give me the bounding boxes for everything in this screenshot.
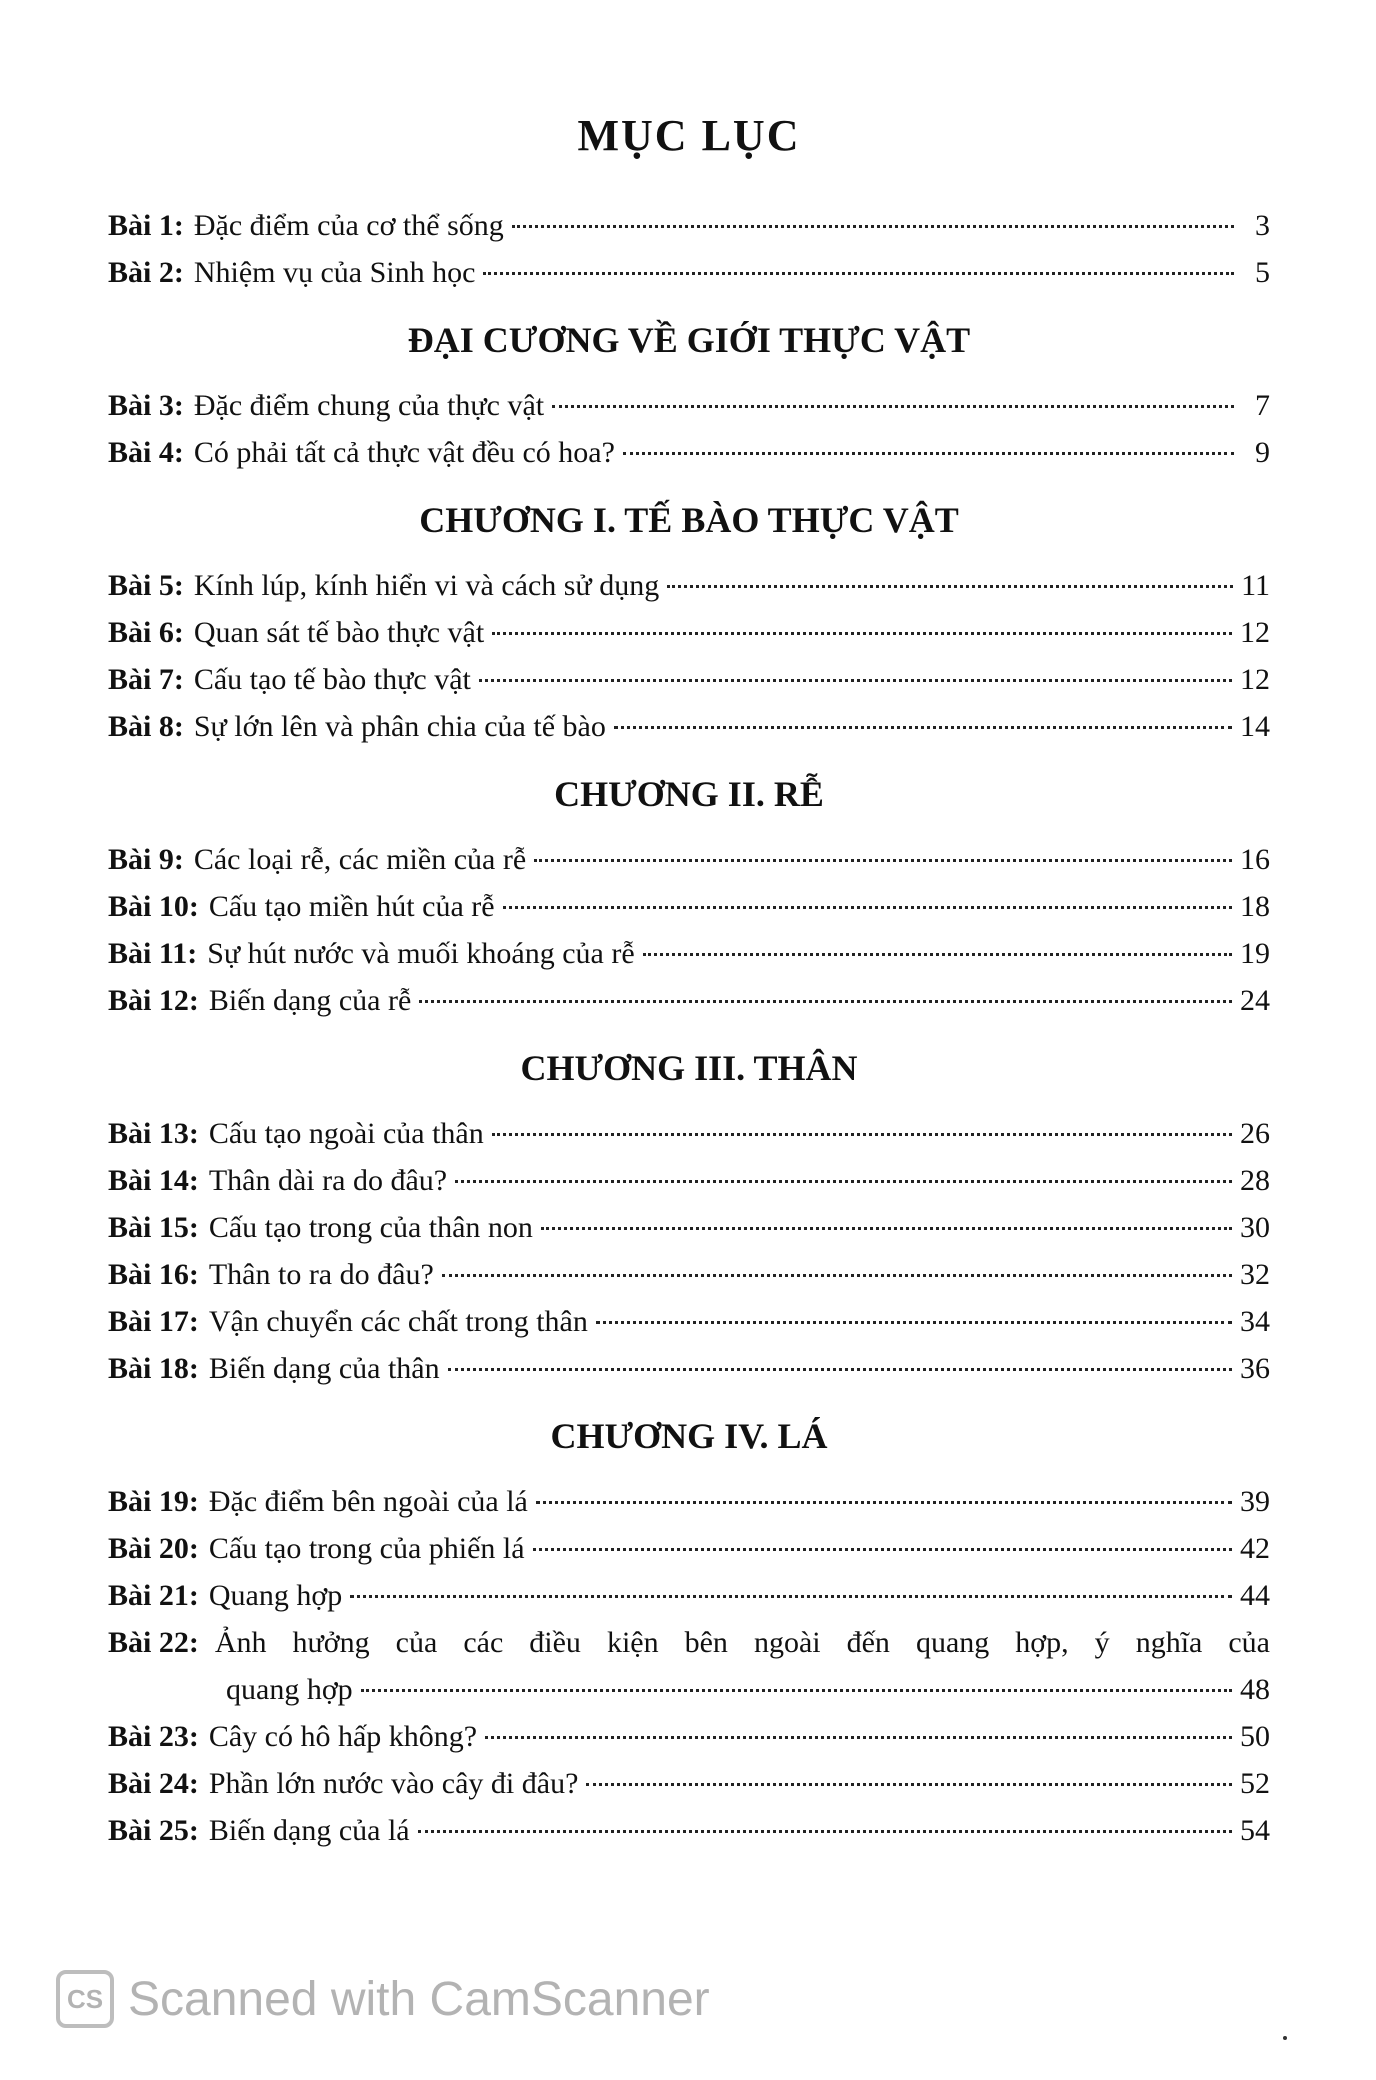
toc-entry <box>108 883 1270 930</box>
lesson-title: Có phải tất cả thực vật đều có hoa? <box>193 436 615 469</box>
camscanner-logo-icon: CS <box>56 1970 114 2028</box>
dot-leader <box>503 906 1232 909</box>
dot-leader <box>419 1000 1232 1003</box>
lesson-number: Bài 15: <box>108 1211 199 1244</box>
lesson-title: Kính lúp, kính hiển vi và cách sử dụng <box>193 569 660 602</box>
chapter-heading: ĐẠI CƯƠNG VỀ GIỚI THỰC VẬT <box>407 320 971 360</box>
lesson-number: Bài 1: <box>108 209 184 242</box>
lesson-number: Bài 5: <box>108 569 184 602</box>
lesson-number: Bài 25: <box>108 1814 199 1847</box>
toc-entry <box>108 977 1270 1024</box>
lesson-title: Phần lớn nước vào cây đi đâu? <box>208 1767 579 1800</box>
lesson-number: Bài 3: <box>108 389 184 422</box>
dot-leader <box>442 1274 1232 1277</box>
dot-leader <box>596 1321 1232 1324</box>
toc-entry <box>108 249 1270 296</box>
dot-leader <box>448 1368 1232 1371</box>
page-number: 18 <box>1240 890 1270 923</box>
page-number: 36 <box>1240 1352 1270 1385</box>
table-of-contents <box>108 202 1270 1854</box>
dot-leader <box>533 1548 1232 1551</box>
chapter-heading: CHƯƠNG III. THÂN <box>520 1048 858 1088</box>
page-number: 50 <box>1240 1720 1270 1753</box>
lesson-title: Quang hợp <box>208 1579 343 1612</box>
lesson-number: Bài 11: <box>108 937 198 970</box>
toc-entry <box>108 562 1270 609</box>
lesson-title: Đặc điểm của cơ thể sống <box>193 209 504 242</box>
toc-entry <box>108 1298 1270 1345</box>
lesson-number: Bài 14: <box>108 1164 199 1197</box>
page-number: 54 <box>1240 1814 1270 1847</box>
lesson-number: Bài 20: <box>108 1532 199 1565</box>
page-number: 9 <box>1255 436 1270 469</box>
page-number: 12 <box>1240 616 1270 649</box>
toc-entry <box>108 1572 1270 1619</box>
page-number: 48 <box>1240 1673 1270 1706</box>
toc-entry <box>108 1478 1270 1525</box>
lesson-title: Vận chuyển các chất trong thân <box>208 1305 588 1338</box>
lesson-title: Nhiệm vụ của Sinh học <box>193 256 476 289</box>
watermark-text: Scanned with CamScanner <box>128 1972 710 2026</box>
page-number: 5 <box>1255 256 1270 289</box>
page-title: MỤC LỤC <box>577 111 801 160</box>
page-number: 26 <box>1240 1117 1270 1150</box>
dot-leader <box>534 859 1232 862</box>
page-number: 30 <box>1240 1211 1270 1244</box>
lesson-title: Cấu tạo tế bào thực vật <box>193 663 471 696</box>
toc-entry <box>108 429 1270 476</box>
toc-entry <box>108 609 1270 656</box>
dot-leader <box>536 1501 1232 1504</box>
dot-leader <box>667 585 1233 588</box>
toc-entry <box>108 1525 1270 1572</box>
page-number: 12 <box>1240 663 1270 696</box>
toc-entry <box>108 1807 1270 1854</box>
camscanner-watermark <box>56 1970 710 2028</box>
dot-leader <box>418 1830 1232 1833</box>
page-number: 44 <box>1240 1579 1270 1612</box>
lesson-title: Ảnh hưởng của các điều kiện bên ngoài đến quang hợp, ý nghĩa của <box>214 1626 1270 1659</box>
lesson-title-continued: quang hợp <box>226 1673 353 1706</box>
page-number: 7 <box>1255 389 1270 422</box>
toc-entry <box>108 656 1270 703</box>
dot-leader <box>552 405 1234 408</box>
toc-entry <box>108 202 1270 249</box>
chapter-heading: CHƯƠNG I. TẾ BÀO THỰC VẬT <box>419 500 959 540</box>
lesson-number: Bài 21: <box>108 1579 199 1612</box>
lesson-number: Bài 2: <box>108 256 184 289</box>
dot-leader <box>350 1595 1232 1598</box>
dot-leader <box>643 953 1232 956</box>
toc-entry <box>108 1345 1270 1392</box>
lesson-number: Bài 18: <box>108 1352 199 1385</box>
chapter-heading: CHƯƠNG II. RỄ <box>554 774 824 814</box>
lesson-number: Bài 9: <box>108 843 184 876</box>
page-number: 52 <box>1240 1767 1270 1800</box>
scan-speck <box>1283 2036 1287 2040</box>
lesson-number: Bài 12: <box>108 984 199 1017</box>
lesson-title: Biến dạng của lá <box>208 1814 410 1847</box>
lesson-title: Cấu tạo miền hút của rễ <box>208 890 495 923</box>
page-number: 32 <box>1240 1258 1270 1291</box>
lesson-number: Bài 23: <box>108 1720 199 1753</box>
lesson-number: Bài 4: <box>108 436 184 469</box>
lesson-title: Cây có hô hấp không? <box>208 1720 478 1753</box>
dot-leader <box>361 1689 1232 1692</box>
dot-leader <box>541 1227 1232 1230</box>
lesson-title: Biến dạng của rễ <box>208 984 412 1017</box>
chapter-heading: CHƯƠNG IV. LÁ <box>550 1416 828 1456</box>
dot-leader <box>512 225 1234 228</box>
toc-entry <box>108 1760 1270 1807</box>
lesson-number: Bài 17: <box>108 1305 199 1338</box>
lesson-title: Thân dài ra do đâu? <box>208 1164 448 1197</box>
page-number: 39 <box>1240 1485 1270 1518</box>
lesson-title: Đặc điểm chung của thực vật <box>193 389 545 422</box>
dot-leader <box>586 1783 1232 1786</box>
lesson-number: Bài 24: <box>108 1767 199 1800</box>
lesson-title: Thân to ra do đâu? <box>208 1258 434 1291</box>
page-number: 11 <box>1241 569 1270 602</box>
toc-page <box>108 110 1270 1854</box>
dot-leader <box>623 452 1234 455</box>
lesson-number: Bài 10: <box>108 890 199 923</box>
dot-leader <box>614 726 1232 729</box>
lesson-number: Bài 16: <box>108 1258 199 1291</box>
page-number: 24 <box>1240 984 1270 1017</box>
dot-leader <box>455 1180 1232 1183</box>
toc-entry <box>108 1713 1270 1760</box>
toc-entry <box>108 382 1270 429</box>
page-number: 42 <box>1240 1532 1270 1565</box>
lesson-title: Các loại rễ, các miền của rễ <box>193 843 527 876</box>
toc-entry <box>108 1619 1270 1713</box>
toc-entry <box>108 1157 1270 1204</box>
lesson-number: Bài 13: <box>108 1117 199 1150</box>
toc-entry <box>108 930 1270 977</box>
dot-leader <box>485 1736 1232 1739</box>
page-number: 19 <box>1240 937 1270 970</box>
lesson-number: Bài 22: <box>108 1626 199 1659</box>
page-number: 3 <box>1255 209 1270 242</box>
dot-leader <box>483 272 1234 275</box>
lesson-title: Quan sát tế bào thực vật <box>193 616 485 649</box>
lesson-title: Sự hút nước và muối khoáng của rễ <box>207 937 635 970</box>
page-number: 28 <box>1240 1164 1270 1197</box>
toc-entry <box>108 1110 1270 1157</box>
lesson-title: Cấu tạo trong của thân non <box>208 1211 533 1244</box>
dot-leader <box>479 679 1232 682</box>
toc-entry <box>108 1251 1270 1298</box>
lesson-number: Bài 7: <box>108 663 184 696</box>
lesson-title: Sự lớn lên và phân chia của tế bào <box>193 710 606 743</box>
toc-entry <box>108 703 1270 750</box>
lesson-number: Bài 19: <box>108 1485 199 1518</box>
page-number: 34 <box>1240 1305 1270 1338</box>
lesson-number: Bài 6: <box>108 616 184 649</box>
toc-entry <box>108 1204 1270 1251</box>
dot-leader <box>492 632 1232 635</box>
toc-entry <box>108 836 1270 883</box>
lesson-title: Biến dạng của thân <box>208 1352 440 1385</box>
lesson-title: Cấu tạo trong của phiến lá <box>208 1532 525 1565</box>
lesson-title: Đặc điểm bên ngoài của lá <box>208 1485 528 1518</box>
page-number: 14 <box>1240 710 1270 743</box>
page-number: 16 <box>1240 843 1270 876</box>
dot-leader <box>492 1133 1232 1136</box>
lesson-number: Bài 8: <box>108 710 184 743</box>
lesson-title: Cấu tạo ngoài của thân <box>208 1117 484 1150</box>
